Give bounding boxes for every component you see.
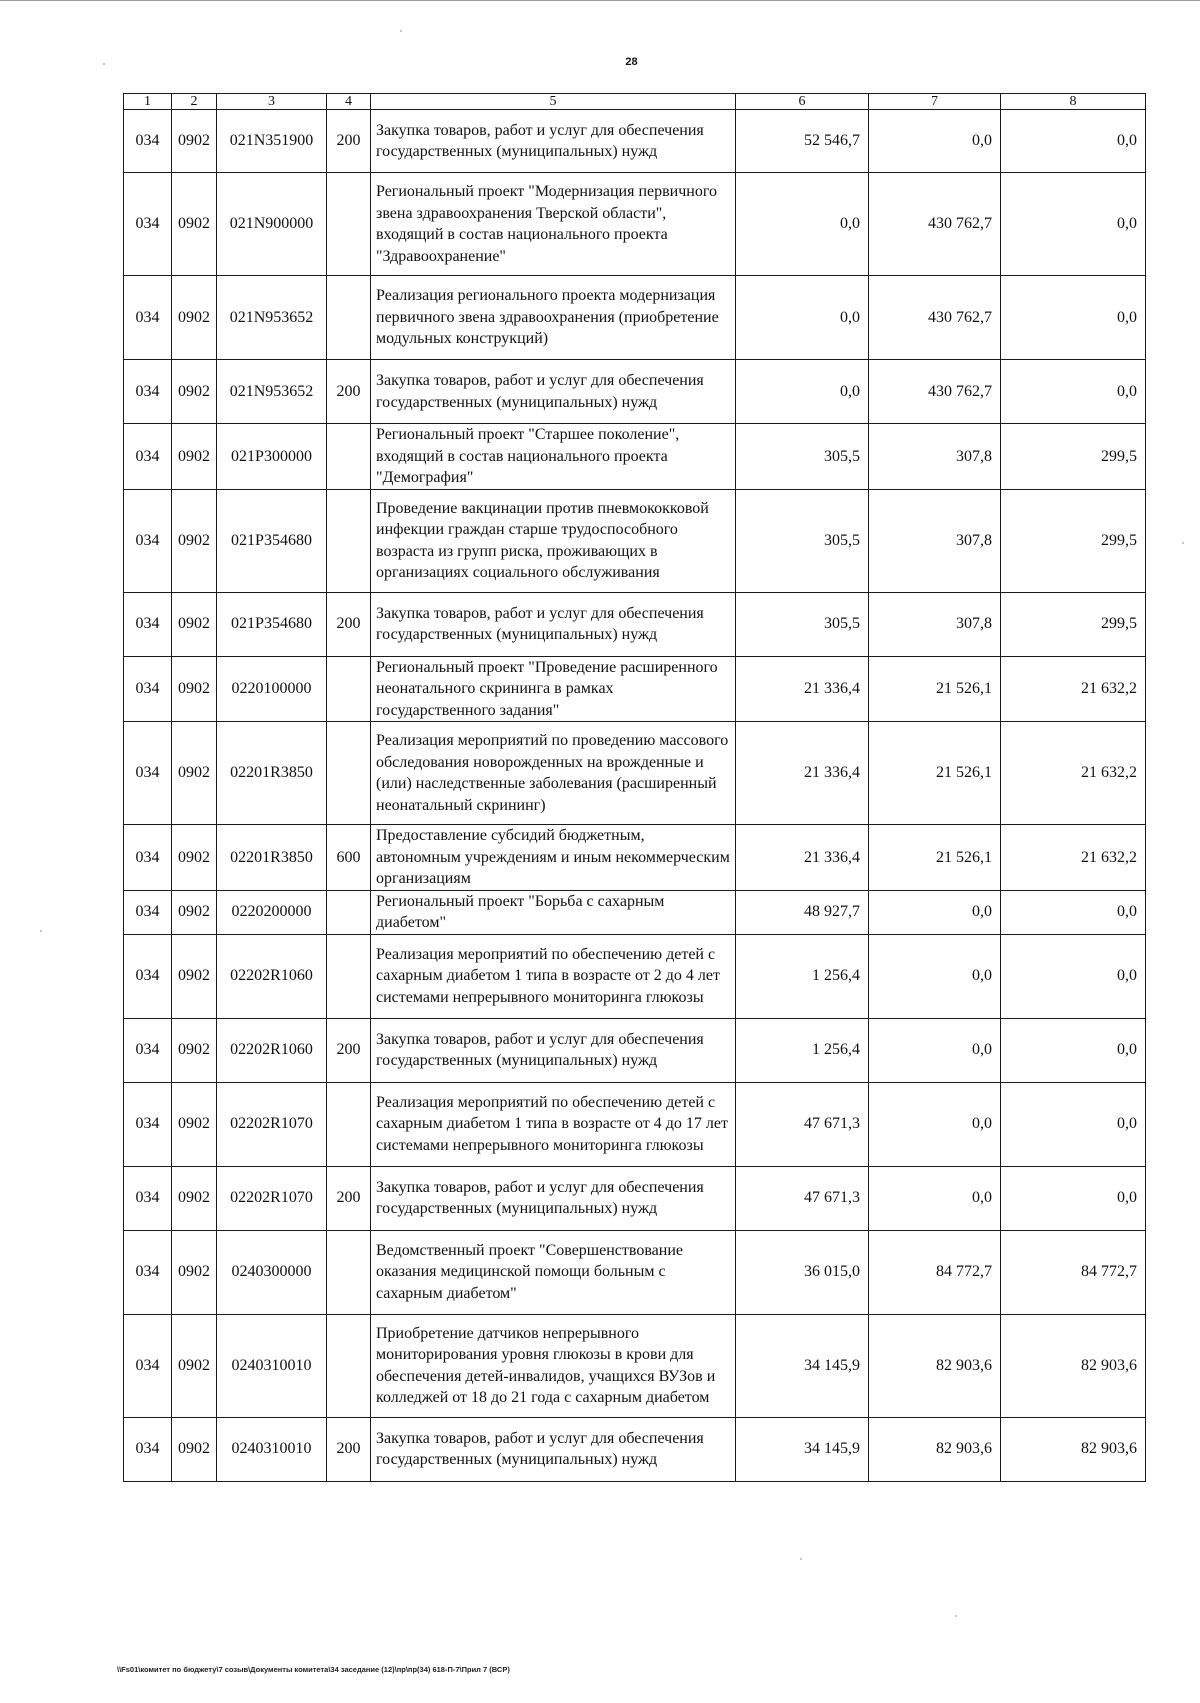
cell-target-article: 021N351900 [217,110,327,173]
cell-description: Ведомственный проект "Совершенствование оказания медицинской помощи больным с сахарным диабетом" [371,1230,736,1314]
cell-subsection-code: 0902 [172,722,217,825]
cell-target-article: 0220200000 [217,890,327,934]
budget-table-body [124,110,1146,1482]
cell-section-code: 034 [124,424,172,490]
cell-amount-col7: 307,8 [869,592,1001,656]
cell-description: Приобретение датчиков непрерывного мониторирования уровня глюкозы в крови для обеспечения детей-инвалидов, учащихся ВУЗов и колледжей от 18 до 21 года с сахарным диабетом [371,1314,736,1417]
cell-amount-col8: 21 632,2 [1001,825,1146,891]
cell-description: Закупка товаров, работ и услуг для обеспечения государственных (муниципальных) нужд [371,592,736,656]
column-number-1: 1 [124,94,172,110]
cell-subsection-code: 0902 [172,592,217,656]
column-number-7: 7 [869,94,1001,110]
cell-expense-type [327,722,371,825]
cell-expense-type: 600 [327,825,371,891]
cell-amount-col6: 21 336,4 [736,825,869,891]
cell-amount-col8: 299,5 [1001,424,1146,490]
cell-target-article: 021P354680 [217,489,327,592]
cell-target-article: 021N953652 [217,360,327,424]
cell-subsection-code: 0902 [172,1166,217,1230]
cell-expense-type [327,489,371,592]
table-row [124,1314,1146,1417]
cell-expense-type: 200 [327,360,371,424]
cell-subsection-code: 0902 [172,1018,217,1082]
cell-target-article: 0240300000 [217,1230,327,1314]
cell-section-code: 034 [124,934,172,1018]
cell-subsection-code: 0902 [172,1314,217,1417]
table-row [124,1018,1146,1082]
cell-expense-type [327,890,371,934]
cell-amount-col8: 299,5 [1001,592,1146,656]
cell-section-code: 034 [124,276,172,360]
cell-amount-col8: 84 772,7 [1001,1230,1146,1314]
cell-expense-type [327,173,371,276]
cell-amount-col8: 82 903,6 [1001,1417,1146,1481]
cell-expense-type: 200 [327,592,371,656]
cell-section-code: 034 [124,722,172,825]
table-row [124,722,1146,825]
table-row [124,173,1146,276]
cell-target-article: 02202R1070 [217,1166,327,1230]
cell-amount-col8: 0,0 [1001,173,1146,276]
cell-amount-col6: 34 145,9 [736,1314,869,1417]
cell-subsection-code: 0902 [172,173,217,276]
cell-subsection-code: 0902 [172,276,217,360]
cell-target-article: 0240310010 [217,1417,327,1481]
cell-amount-col7: 430 762,7 [869,276,1001,360]
cell-description: Закупка товаров, работ и услуг для обеспечения государственных (муниципальных) нужд [371,360,736,424]
cell-description: Реализация мероприятий по обеспечению детей с сахарным диабетом 1 типа в возрасте от 2 до 4 лет системами непрерывного мониторинга глюкозы [371,934,736,1018]
cell-target-article: 02201R3850 [217,825,327,891]
cell-amount-col6: 305,5 [736,592,869,656]
cell-amount-col6: 1 256,4 [736,1018,869,1082]
cell-amount-col7: 0,0 [869,1166,1001,1230]
cell-amount-col8: 21 632,2 [1001,722,1146,825]
cell-expense-type [327,424,371,490]
file-path-footer: \\Fs01\комитет по бюджету\7 созыв\Документы комитета\34 заседание (12)\пр\пр(34) 618-П-7\Прил 7 (ВСР) [117,1665,510,1674]
scan-speck [400,30,402,32]
cell-subsection-code: 0902 [172,1082,217,1166]
cell-amount-col7: 0,0 [869,110,1001,173]
column-number-row [124,94,1146,110]
cell-expense-type [327,1082,371,1166]
table-row [124,1082,1146,1166]
cell-subsection-code: 0902 [172,110,217,173]
column-number-3: 3 [217,94,327,110]
cell-section-code: 034 [124,1314,172,1417]
cell-section-code: 034 [124,1230,172,1314]
cell-section-code: 034 [124,489,172,592]
cell-amount-col8: 0,0 [1001,110,1146,173]
table-row [124,890,1146,934]
table-row [124,360,1146,424]
cell-amount-col6: 21 336,4 [736,722,869,825]
cell-amount-col6: 0,0 [736,173,869,276]
cell-subsection-code: 0902 [172,825,217,891]
cell-amount-col6: 48 927,7 [736,890,869,934]
cell-expense-type: 200 [327,1417,371,1481]
cell-subsection-code: 0902 [172,1230,217,1314]
cell-description: Региональный проект "Модернизация первичного звена здравоохранения Тверской области", входящий в состав национального проекта "Здравоохранение" [371,173,736,276]
cell-description: Закупка товаров, работ и услуг для обеспечения государственных (муниципальных) нужд [371,1417,736,1481]
cell-target-article: 02202R1060 [217,1018,327,1082]
cell-target-article: 0240310010 [217,1314,327,1417]
table-row [124,592,1146,656]
cell-description: Реализация мероприятий по проведению массового обследования новорожденных на врожденные и (или) наследственные заболевания (расширенный неонатальный скрининг) [371,722,736,825]
cell-amount-col8: 299,5 [1001,489,1146,592]
cell-subsection-code: 0902 [172,360,217,424]
table-row [124,276,1146,360]
cell-amount-col8: 0,0 [1001,1018,1146,1082]
cell-target-article: 02202R1060 [217,934,327,1018]
cell-amount-col7: 0,0 [869,1082,1001,1166]
cell-description: Предоставление субсидий бюджетным, автономным учреждениям и иным некоммерческим организациям [371,825,736,891]
cell-amount-col6: 1 256,4 [736,934,869,1018]
cell-section-code: 034 [124,825,172,891]
column-number-4: 4 [327,94,371,110]
cell-amount-col8: 21 632,2 [1001,656,1146,722]
cell-section-code: 034 [124,656,172,722]
table-row [124,110,1146,173]
cell-amount-col7: 0,0 [869,934,1001,1018]
cell-amount-col8: 0,0 [1001,1082,1146,1166]
scan-speck [1182,542,1184,544]
cell-subsection-code: 0902 [172,489,217,592]
scan-speck [800,1558,802,1560]
cell-subsection-code: 0902 [172,934,217,1018]
cell-amount-col8: 0,0 [1001,1166,1146,1230]
cell-expense-type [327,1314,371,1417]
cell-amount-col7: 307,8 [869,424,1001,490]
cell-target-article: 021N900000 [217,173,327,276]
cell-section-code: 034 [124,173,172,276]
cell-amount-col8: 82 903,6 [1001,1314,1146,1417]
cell-expense-type [327,656,371,722]
cell-amount-col7: 430 762,7 [869,360,1001,424]
column-number-2: 2 [172,94,217,110]
cell-expense-type [327,1230,371,1314]
cell-section-code: 034 [124,1082,172,1166]
cell-amount-col7: 0,0 [869,1018,1001,1082]
table-row [124,1417,1146,1481]
cell-amount-col7: 21 526,1 [869,722,1001,825]
cell-target-article: 02201R3850 [217,722,327,825]
cell-expense-type: 200 [327,1166,371,1230]
cell-section-code: 034 [124,1417,172,1481]
cell-section-code: 034 [124,592,172,656]
table-row [124,1166,1146,1230]
cell-expense-type: 200 [327,1018,371,1082]
cell-subsection-code: 0902 [172,890,217,934]
scan-speck [40,930,42,932]
table-row [124,424,1146,490]
cell-amount-col6: 52 546,7 [736,110,869,173]
cell-description: Региональный проект "Старшее поколение", входящий в состав национального проекта "Демография" [371,424,736,490]
cell-description: Реализация мероприятий по обеспечению детей с сахарным диабетом 1 типа в возрасте от 4 до 17 лет системами непрерывного мониторинга глюкозы [371,1082,736,1166]
cell-section-code: 034 [124,110,172,173]
cell-section-code: 034 [124,1166,172,1230]
cell-amount-col7: 0,0 [869,890,1001,934]
cell-amount-col6: 0,0 [736,360,869,424]
cell-target-article: 021P300000 [217,424,327,490]
cell-amount-col7: 430 762,7 [869,173,1001,276]
table-row [124,489,1146,592]
cell-amount-col6: 21 336,4 [736,656,869,722]
cell-amount-col6: 36 015,0 [736,1230,869,1314]
cell-amount-col7: 21 526,1 [869,656,1001,722]
cell-amount-col8: 0,0 [1001,934,1146,1018]
cell-expense-type [327,934,371,1018]
cell-subsection-code: 0902 [172,1417,217,1481]
cell-description: Региональный проект "Проведение расширенного неонатального скрининга в рамках государственного задания" [371,656,736,722]
table-row [124,1230,1146,1314]
cell-amount-col8: 0,0 [1001,890,1146,934]
cell-target-article: 021N953652 [217,276,327,360]
cell-amount-col6: 47 671,3 [736,1166,869,1230]
scan-top-edge [0,0,1200,1]
cell-amount-col7: 21 526,1 [869,825,1001,891]
column-number-5: 5 [371,94,736,110]
cell-description: Реализация регионального проекта модернизация первичного звена здравоохранения (приобретение модульных конструкций) [371,276,736,360]
column-number-8: 8 [1001,94,1146,110]
cell-amount-col7: 82 903,6 [869,1417,1001,1481]
cell-subsection-code: 0902 [172,656,217,722]
cell-expense-type [327,276,371,360]
cell-description: Закупка товаров, работ и услуг для обеспечения государственных (муниципальных) нужд [371,1018,736,1082]
cell-section-code: 034 [124,360,172,424]
cell-expense-type: 200 [327,110,371,173]
cell-subsection-code: 0902 [172,424,217,490]
cell-target-article: 02202R1070 [217,1082,327,1166]
table-row [124,656,1146,722]
scan-speck [955,1615,957,1617]
cell-amount-col7: 307,8 [869,489,1001,592]
cell-amount-col6: 305,5 [736,489,869,592]
cell-amount-col6: 34 145,9 [736,1417,869,1481]
cell-description: Закупка товаров, работ и услуг для обеспечения государственных (муниципальных) нужд [371,110,736,173]
cell-description: Региональный проект "Борьба с сахарным диабетом" [371,890,736,934]
cell-section-code: 034 [124,1018,172,1082]
scan-speck [103,63,105,65]
cell-amount-col7: 84 772,7 [869,1230,1001,1314]
cell-amount-col8: 0,0 [1001,276,1146,360]
cell-description: Закупка товаров, работ и услуг для обеспечения государственных (муниципальных) нужд [371,1166,736,1230]
table-row [124,934,1146,1018]
cell-amount-col6: 47 671,3 [736,1082,869,1166]
cell-description: Проведение вакцинации против пневмококковой инфекции граждан старше трудоспособного возраста из групп риска, проживающих в организациях социального обслуживания [371,489,736,592]
cell-amount-col8: 0,0 [1001,360,1146,424]
cell-target-article: 021P354680 [217,592,327,656]
column-number-6: 6 [736,94,869,110]
cell-amount-col7: 82 903,6 [869,1314,1001,1417]
budget-table [123,93,1146,1482]
page-number: 28 [625,56,638,68]
table-row [124,825,1146,891]
cell-section-code: 034 [124,890,172,934]
cell-target-article: 0220100000 [217,656,327,722]
cell-amount-col6: 0,0 [736,276,869,360]
cell-amount-col6: 305,5 [736,424,869,490]
